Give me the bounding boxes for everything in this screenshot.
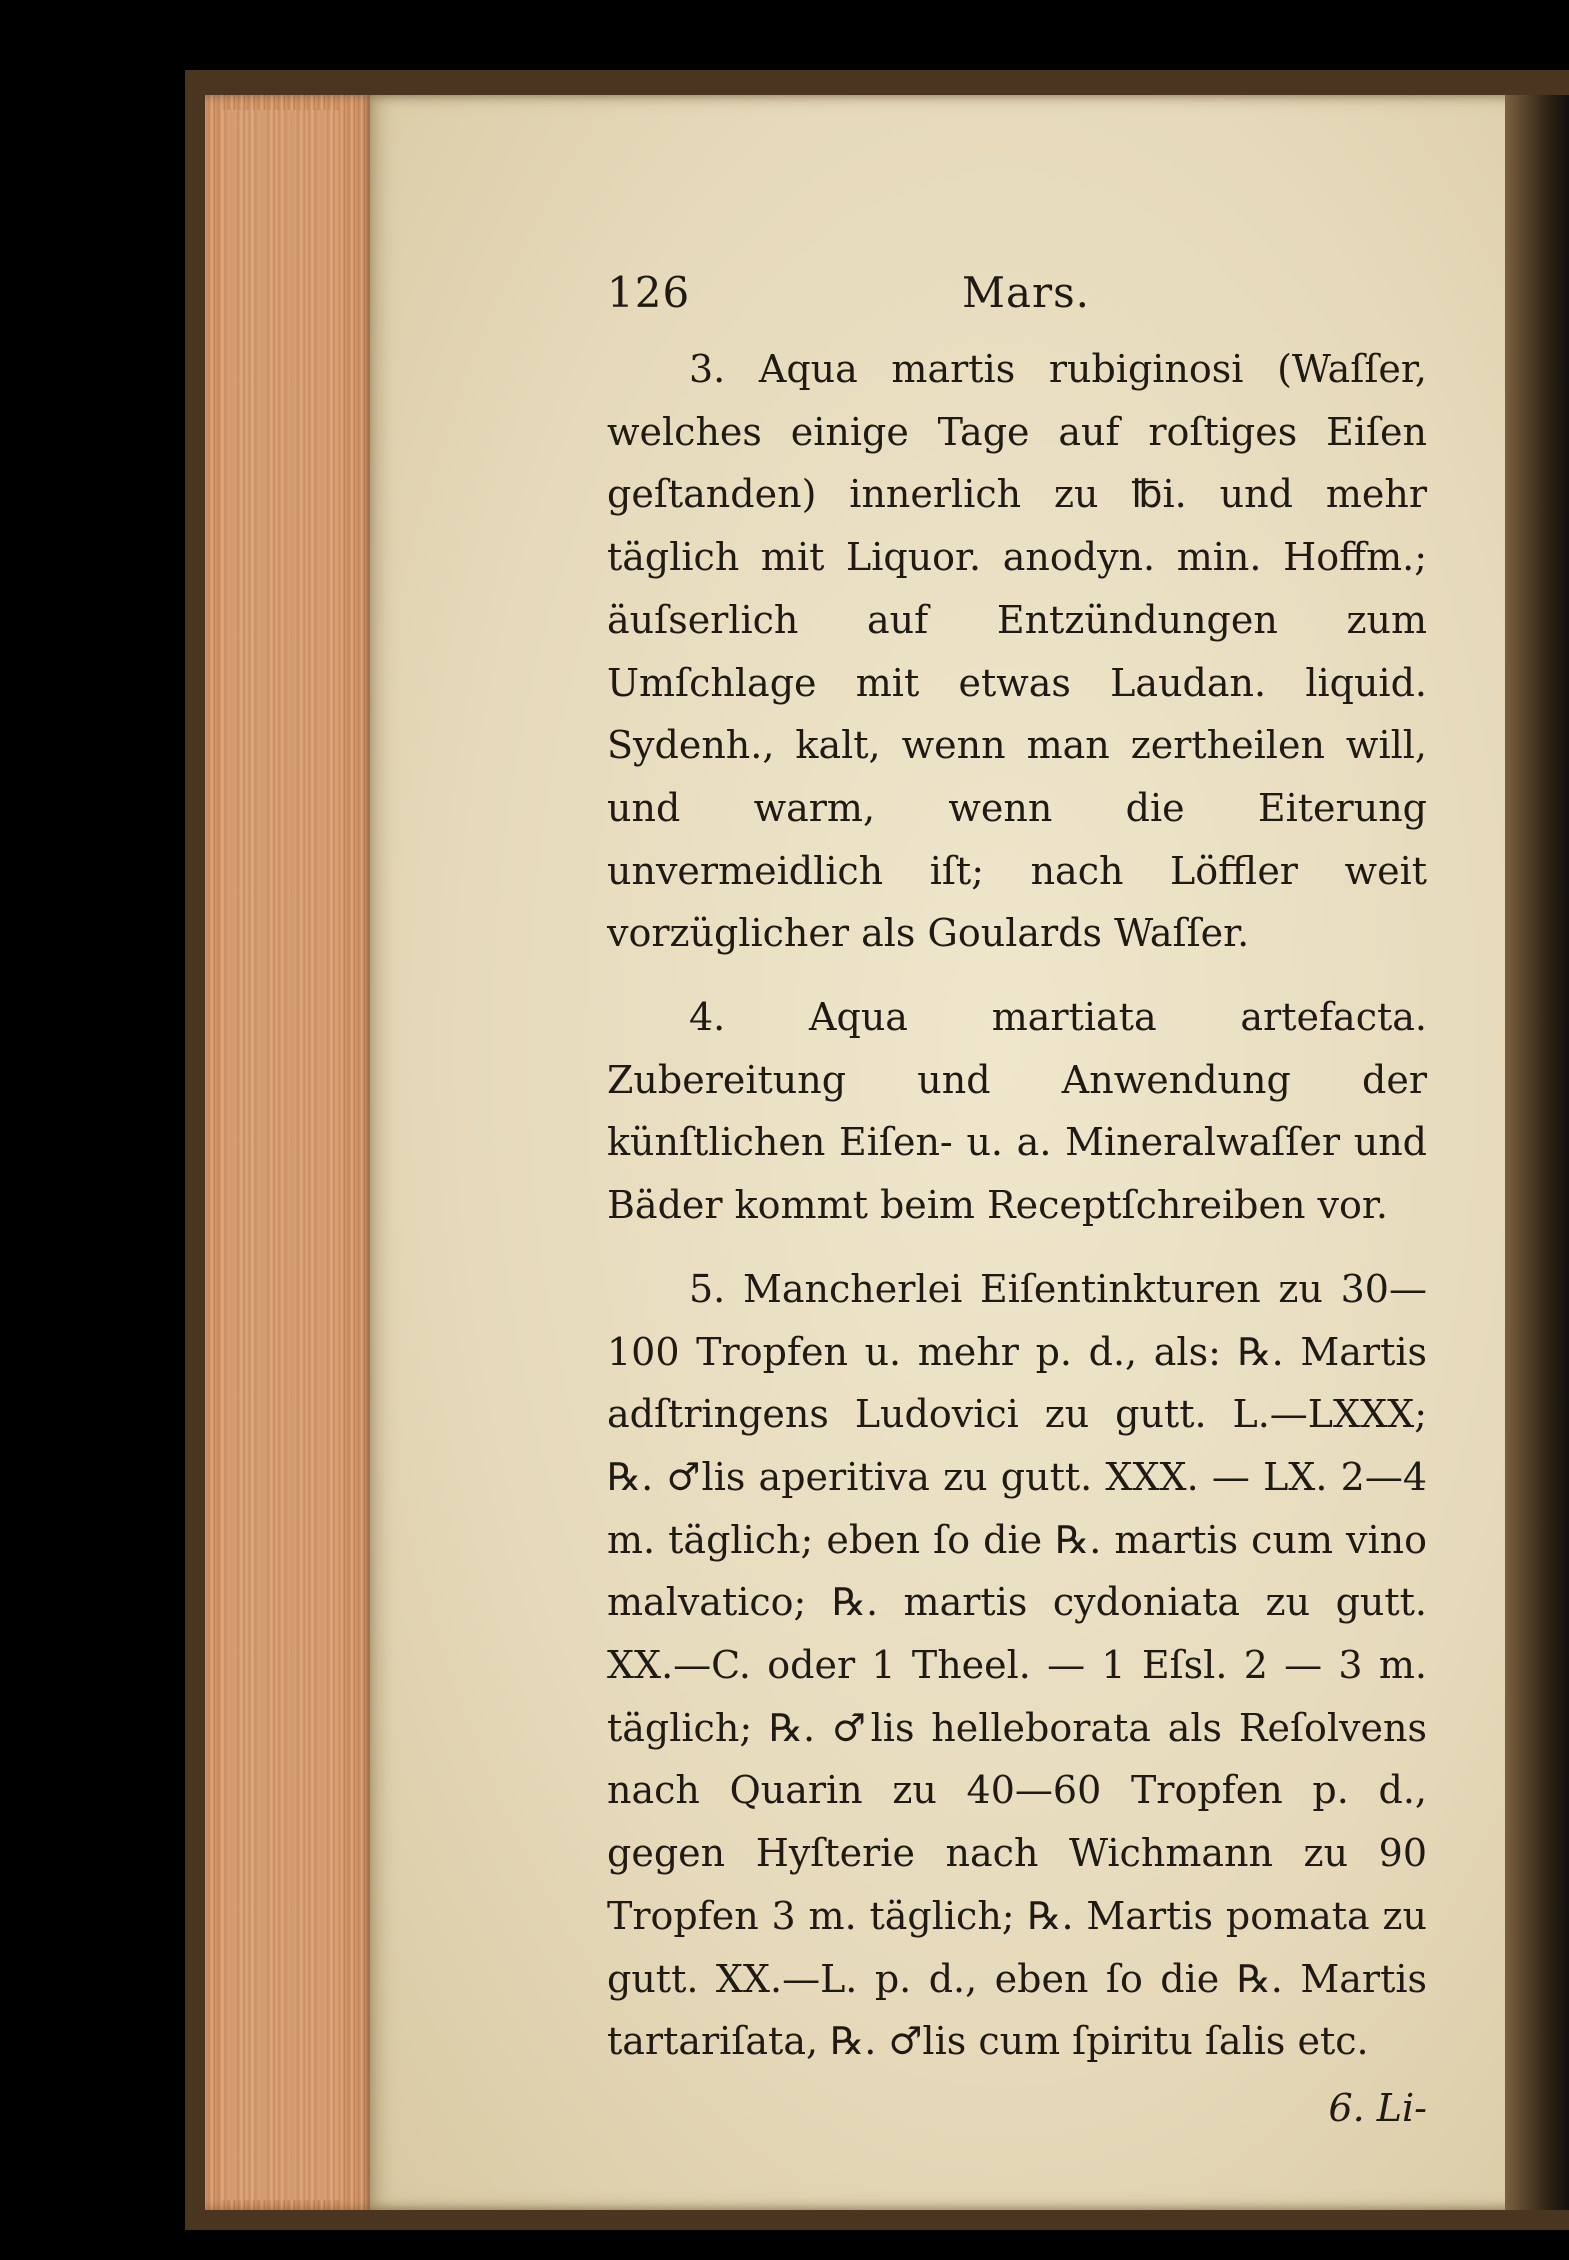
paragraph-4: 4. Aqua martiata artefacta. Zubereitung und Anwendung der künſtlichen Eiſen- u. a. Mineralwaſſer und Bäder kommt beim Receptſchreiben vor. <box>607 995 1427 1228</box>
running-head: Mars. <box>962 268 1091 317</box>
page-edges-shading <box>220 110 340 2200</box>
book-gutter <box>1505 95 1569 2210</box>
page-number: 126 <box>607 268 691 317</box>
paragraph-3: 3. Aqua martis rubiginosi (Waſſer, welches einige Tage auf roſtiges Eiſen geſtanden) innerlich zu ℔i. und mehr täglich mit Liquor. anodyn. min. Hoffm.; äuſserlich auf Entzündungen zum Umſchlage mit etwas Laudan. liquid. Sydenh., kalt, wenn man zertheilen will, und warm, wenn die Eiterung unvermeidlich iſt; nach Löffler weit vorzüglicher als Goulards Waſſer. <box>607 347 1427 956</box>
paragraph-5: 5. Mancherlei Eiſentinkturen zu 30—100 Tropfen u. mehr p. d., als: ℞. Martis adſtringens Ludovici zu gutt. L.—LXXX; ℞. ♂lis aperitiva zu gutt. XXX. — LX. 2—4 m. täglich; eben ſo die ℞. martis cum vino malvatico; ℞. martis cydoniata zu gutt. XX.—C. oder 1 Theel. — 1 Eſsl. 2 — 3 m. täglich; ℞. ♂lis helleborata als Reſolvens nach Quarin zu 40—60 Tropfen p. d., gegen Hyſterie nach Wichmann zu 90 Tropfen 3 m. täglich; ℞. Martis pomata zu gutt. XX.—L. p. d., eben ſo die ℞. Martis tartariſata, ℞. ♂lis cum ſpiritu ſalis etc. <box>607 1266 1427 2064</box>
catchword: 6. Li- <box>1328 2085 1427 2130</box>
page-text-block <box>607 268 1427 2139</box>
page-header <box>607 268 1427 338</box>
